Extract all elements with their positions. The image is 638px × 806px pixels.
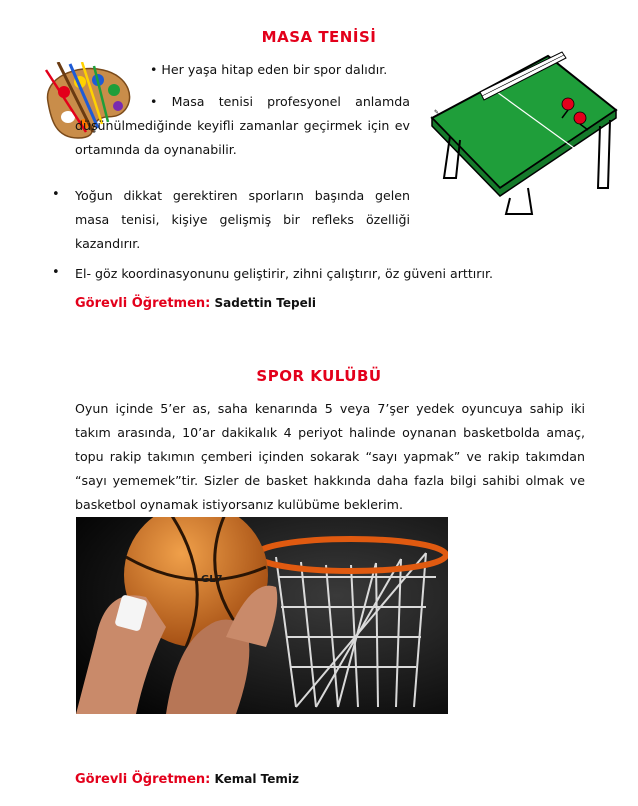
teacher-label: Görevli Öğretmen: (75, 772, 211, 787)
basketball-hoop-photo (76, 517, 448, 714)
teacher-label: Görevli Öğretmen: (75, 296, 211, 311)
teacher-name: Kemal Temiz (214, 772, 299, 786)
masa-tenisi-bullet-4: El- göz koordinasyonunu geliştirir, zihni çalıştırır, öz güveni arttırır. (75, 266, 493, 281)
spor-kulubu-paragraph: Oyun içinde 5’er as, saha kenarında 5 veya 7’şer yedek oyuncuya sahip iki takım arasında, 10’ar dakikalık 4 periyot halinde oynanan basketbolda amaç, topu rakip takımın çemberi içinden sokarak “sayı yapmak” ve rakip takımdan “sayı yememek”tir. Sizler de basket hakkında daha fazla bilgi sahibi olmak ve basketbol oynamak istiyorsanız kulübüme beklerim. (75, 401, 585, 512)
bullet-marker: • (52, 265, 60, 280)
section-title-spor-kulubu: SPOR KULÜBÜ (256, 367, 382, 385)
teacher-line-2 (75, 772, 299, 787)
ping-pong-table-illustration (420, 48, 620, 218)
masa-tenisi-bullet-3: Yoğun dikkat gerektiren sporların başında gelen masa tenisi, kişiye gelişmiş bir refleks özelliği kazandırır. (75, 188, 410, 251)
teacher-name: Sadettin Tepeli (214, 296, 316, 310)
masa-tenisi-bullet-1: • Her yaşa hitap eden bir spor dalıdır. (150, 62, 388, 77)
svg-text:✎: ✎ (434, 109, 440, 116)
bullet-marker: • (52, 187, 60, 202)
ball-brand-text: GL7 (201, 574, 223, 585)
masa-tenisi-bullet-2: • Masa tenisi profesyonel anlamda düşünülmediğinde keyifli zamanlar geçirmek için ev ortamında da oynanabilir. (75, 94, 410, 157)
section-title-masa-tenisi: MASA TENİSİ (261, 28, 377, 46)
teacher-line-1 (75, 296, 316, 311)
